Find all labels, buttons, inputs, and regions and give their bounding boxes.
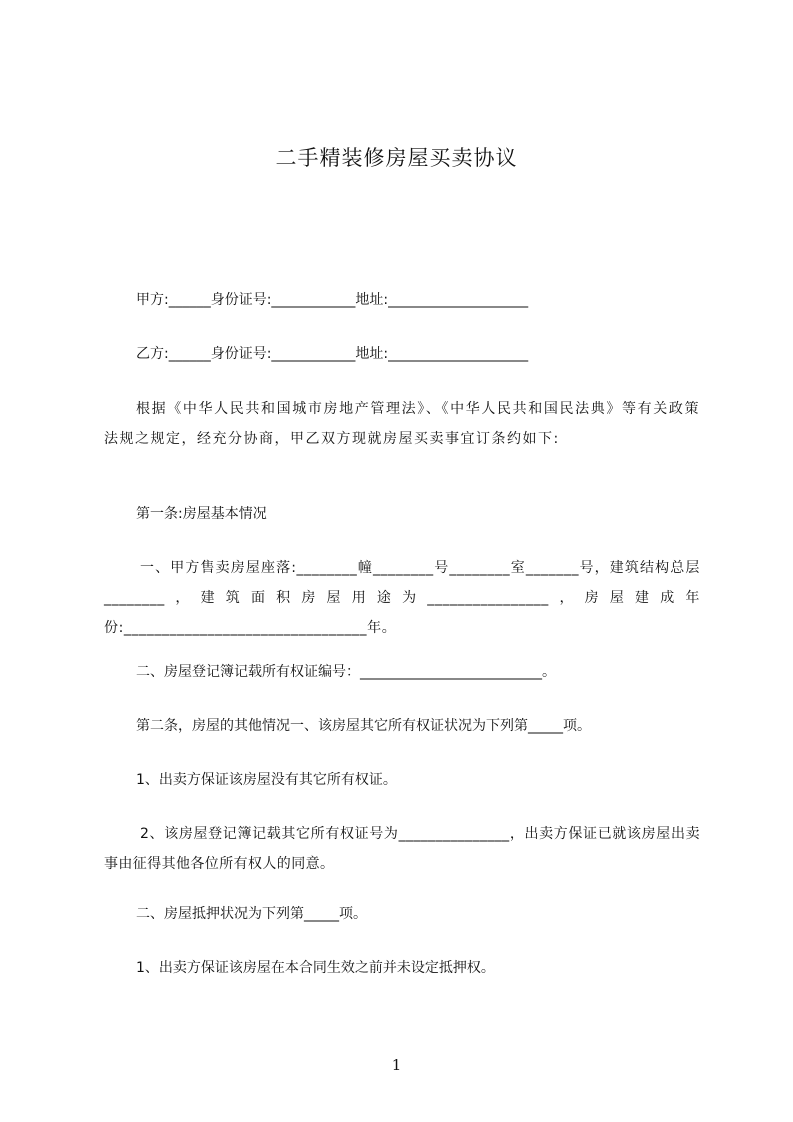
article-1-item-2: 二、房屋登记簿记载所有权证编号：__________________________。 (136, 664, 556, 680)
document-title: 二手精装修房屋买卖协议 (275, 146, 518, 170)
page-number: 1 (391, 1056, 402, 1074)
party-a-line: 甲方:______身份证号:____________地址:____________________ (136, 292, 529, 308)
article-2-item-2-option-1: 1、出卖方保证该房屋在本合同生效之前并未设定抵押权。 (136, 960, 495, 976)
article-1-item-1: 一、甲方售卖房屋座落:________幢________号________室_______号，建筑结构总层________，建筑面积房屋用途为________________，房屋建成年份:________________________________年。 (104, 560, 700, 636)
article-2-option-1: 1、出卖方保证该房屋没有其它所有权证。 (136, 772, 397, 788)
article-2-option-2: 2、该房屋登记簿记载其它所有权证号为_______________，出卖方保证已就该房屋出卖事由征得其他各位所有权人的同意。 (104, 826, 700, 872)
article-1-heading: 第一条:房屋基本情况 (136, 506, 267, 522)
article-2-item-2: 二、房屋抵押状况为下列第_____项。 (136, 906, 367, 922)
preamble-paragraph: 根据《中华人民共和国城市房地产管理法》、《中华人民共和国民法典》等有关政策法规之规定，经充分协商，甲乙双方现就房屋买卖事宜订条约如下: (104, 401, 700, 447)
party-b-line: 乙方:______身份证号:____________地址:____________________ (136, 346, 529, 362)
article-2-heading: 第二条，房屋的其他情况一、该房屋其它所有权证状况为下列第_____项。 (136, 718, 591, 734)
